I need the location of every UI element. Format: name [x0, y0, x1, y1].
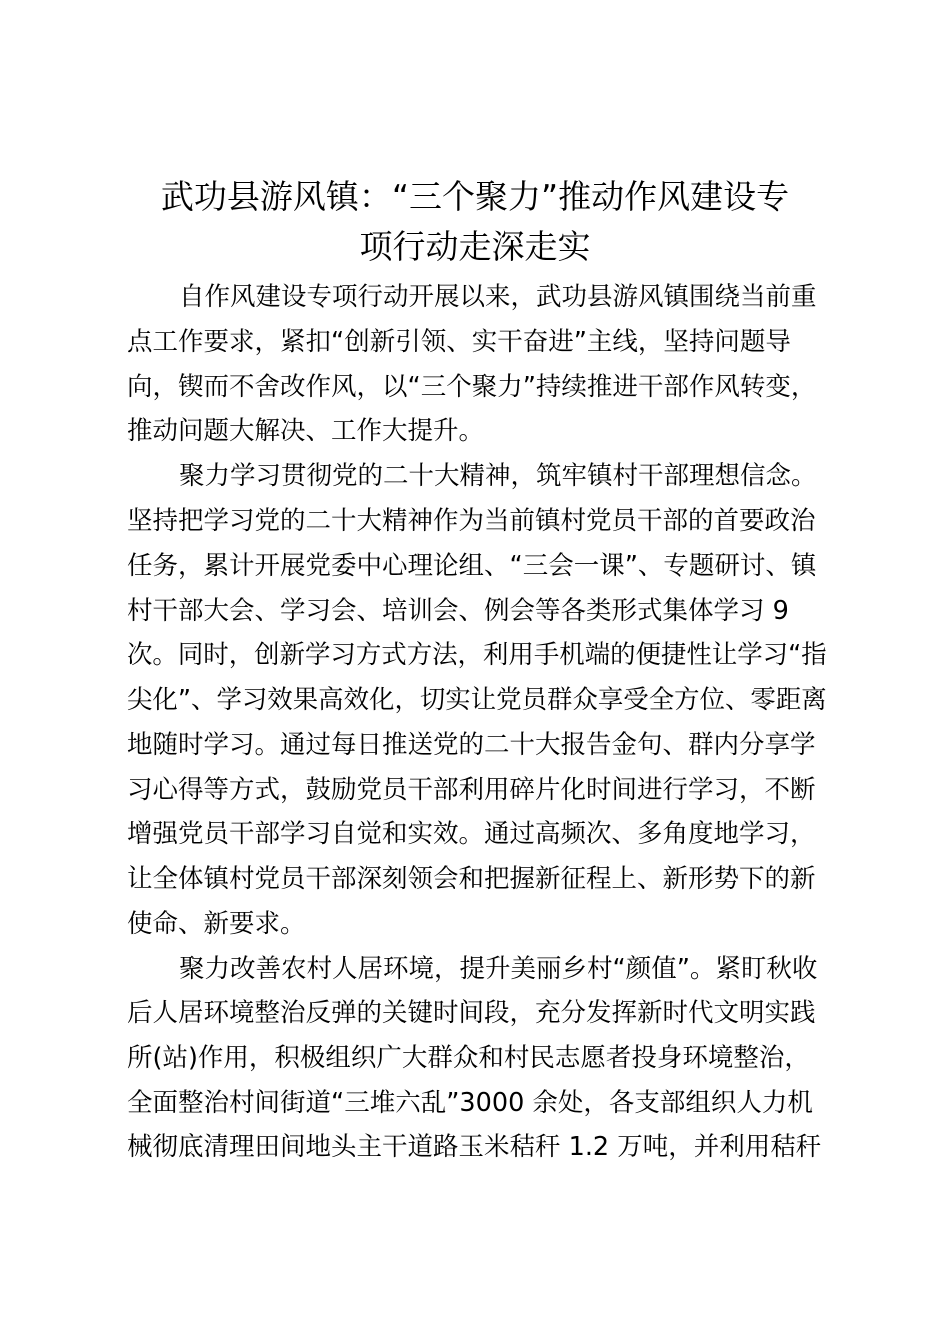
- text-line: 所(站)作用，积极组织广大群众和村民志愿者投身环境整治，: [127, 1043, 810, 1073]
- text-line: 地随时学习。通过每日推送党的二十大报告金句、群内分享学: [127, 730, 816, 760]
- text-line: 械彻底清理田间地头主干道路玉米秸秆 1.2 万吨，并利用秸秆: [127, 1132, 822, 1162]
- text-line: 尖化”、学习效果高效化，切实让党员群众享受全方位、零距离: [127, 685, 827, 715]
- text-line: 点工作要求，紧扣“创新引领、实干奋进”主线，坚持问题导: [127, 327, 791, 357]
- text-line: 增强党员干部学习自觉和实效。通过高频次、多角度地学习，: [127, 819, 816, 849]
- text-line: 全面整治村间街道“三堆六乱”3000 余处，各支部组织人力机: [127, 1088, 813, 1118]
- text-line: 自作风建设专项行动开展以来，武功县游风镇围绕当前重: [179, 282, 817, 312]
- text-line: 推动问题大解决、工作大提升。: [127, 416, 485, 446]
- text-line: 聚力改善农村人居环境，提升美丽乡村“颜值”。紧盯秋收: [179, 954, 818, 984]
- title-line: 武功县游风镇：“三个聚力”推动作风建设专: [160, 177, 790, 216]
- text-line: 聚力学习贯彻党的二十大精神，筑牢镇村干部理想信念。: [179, 461, 817, 491]
- title-line: 项行动走深走实: [359, 227, 591, 266]
- text-line: 向，锲而不舍改作风，以“三个聚力”持续推进干部作风转变，: [127, 372, 817, 402]
- text-line: 任务，累计开展党委中心理论组、“三会一课”、专题研讨、镇: [127, 551, 817, 581]
- text-line: 次。同时，创新学习方式方法，利用手机端的便捷性让学习“指: [127, 640, 827, 670]
- text-line: 坚持把学习党的二十大精神作为当前镇村党员干部的首要政治: [127, 506, 816, 536]
- text-line: 让全体镇村党员干部深刻领会和把握新征程上、新形势下的新: [127, 864, 816, 894]
- text-line: 村干部大会、学习会、培训会、例会等各类形式集体学习 9: [127, 596, 789, 626]
- text-line: 后人居环境整治反弹的关键时间段，充分发挥新时代文明实践: [127, 998, 816, 1028]
- text-line: 习心得等方式，鼓励党员干部利用碎片化时间进行学习，不断: [127, 775, 816, 805]
- document-title: [110, 172, 840, 272]
- text-line: 使命、新要求。: [127, 909, 306, 939]
